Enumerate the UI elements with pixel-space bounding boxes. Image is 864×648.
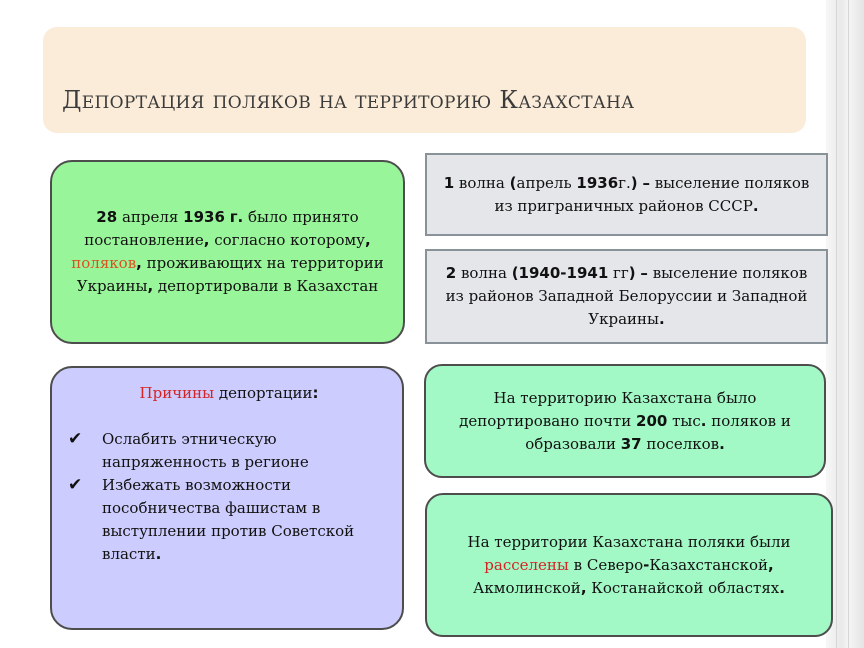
reasons-heading: Причины депортации: [139,384,319,402]
highlight-settled: расселены [484,555,569,574]
settlement-text: На территории Казахстана поляки были расселены в Северо-Казахстанской, Акмолинской, Костанайской областях. [467,532,791,597]
highlight-poles: поляков [71,254,137,272]
reason-item: ✔ Ослабить этническую напряженность в регионе [68,429,309,471]
settlement-box [425,493,833,637]
wave1-text: 1 волна (апрель 1936г.) – выселение поляков из приграничных районов СССР. [443,173,810,215]
wave2-text: 2 волна (1940-1941 гг) – выселение поляков из районов Западной Белоруссии и Западной Украины. [445,264,808,328]
checkmark-icon: ✔ [68,429,83,449]
decree-text: 28 апреля 1936 г. было принято постановление, согласно которому, поляков, проживающих на территории Украины, депортировали в Казахстан [71,208,384,295]
highlight-reasons: Причины [139,384,215,402]
reasons-box [50,366,404,630]
stats-text: На территорию Казахстана было депортировано почти 200 тыс. поляков и образовали 37 поселков. [459,388,791,453]
slide-title: Депортация поляков на территорию Казахстана [62,86,635,114]
decree-box [50,160,405,344]
stats-box [424,364,826,478]
reason-item: ✔ Избежать возможности пособничества фашистам в выступлении против Советской власти. [68,475,355,563]
checkmark-icon: ✔ [68,475,83,495]
wave2-box [425,249,828,344]
wave1-box [425,153,828,236]
title-band [43,27,806,133]
